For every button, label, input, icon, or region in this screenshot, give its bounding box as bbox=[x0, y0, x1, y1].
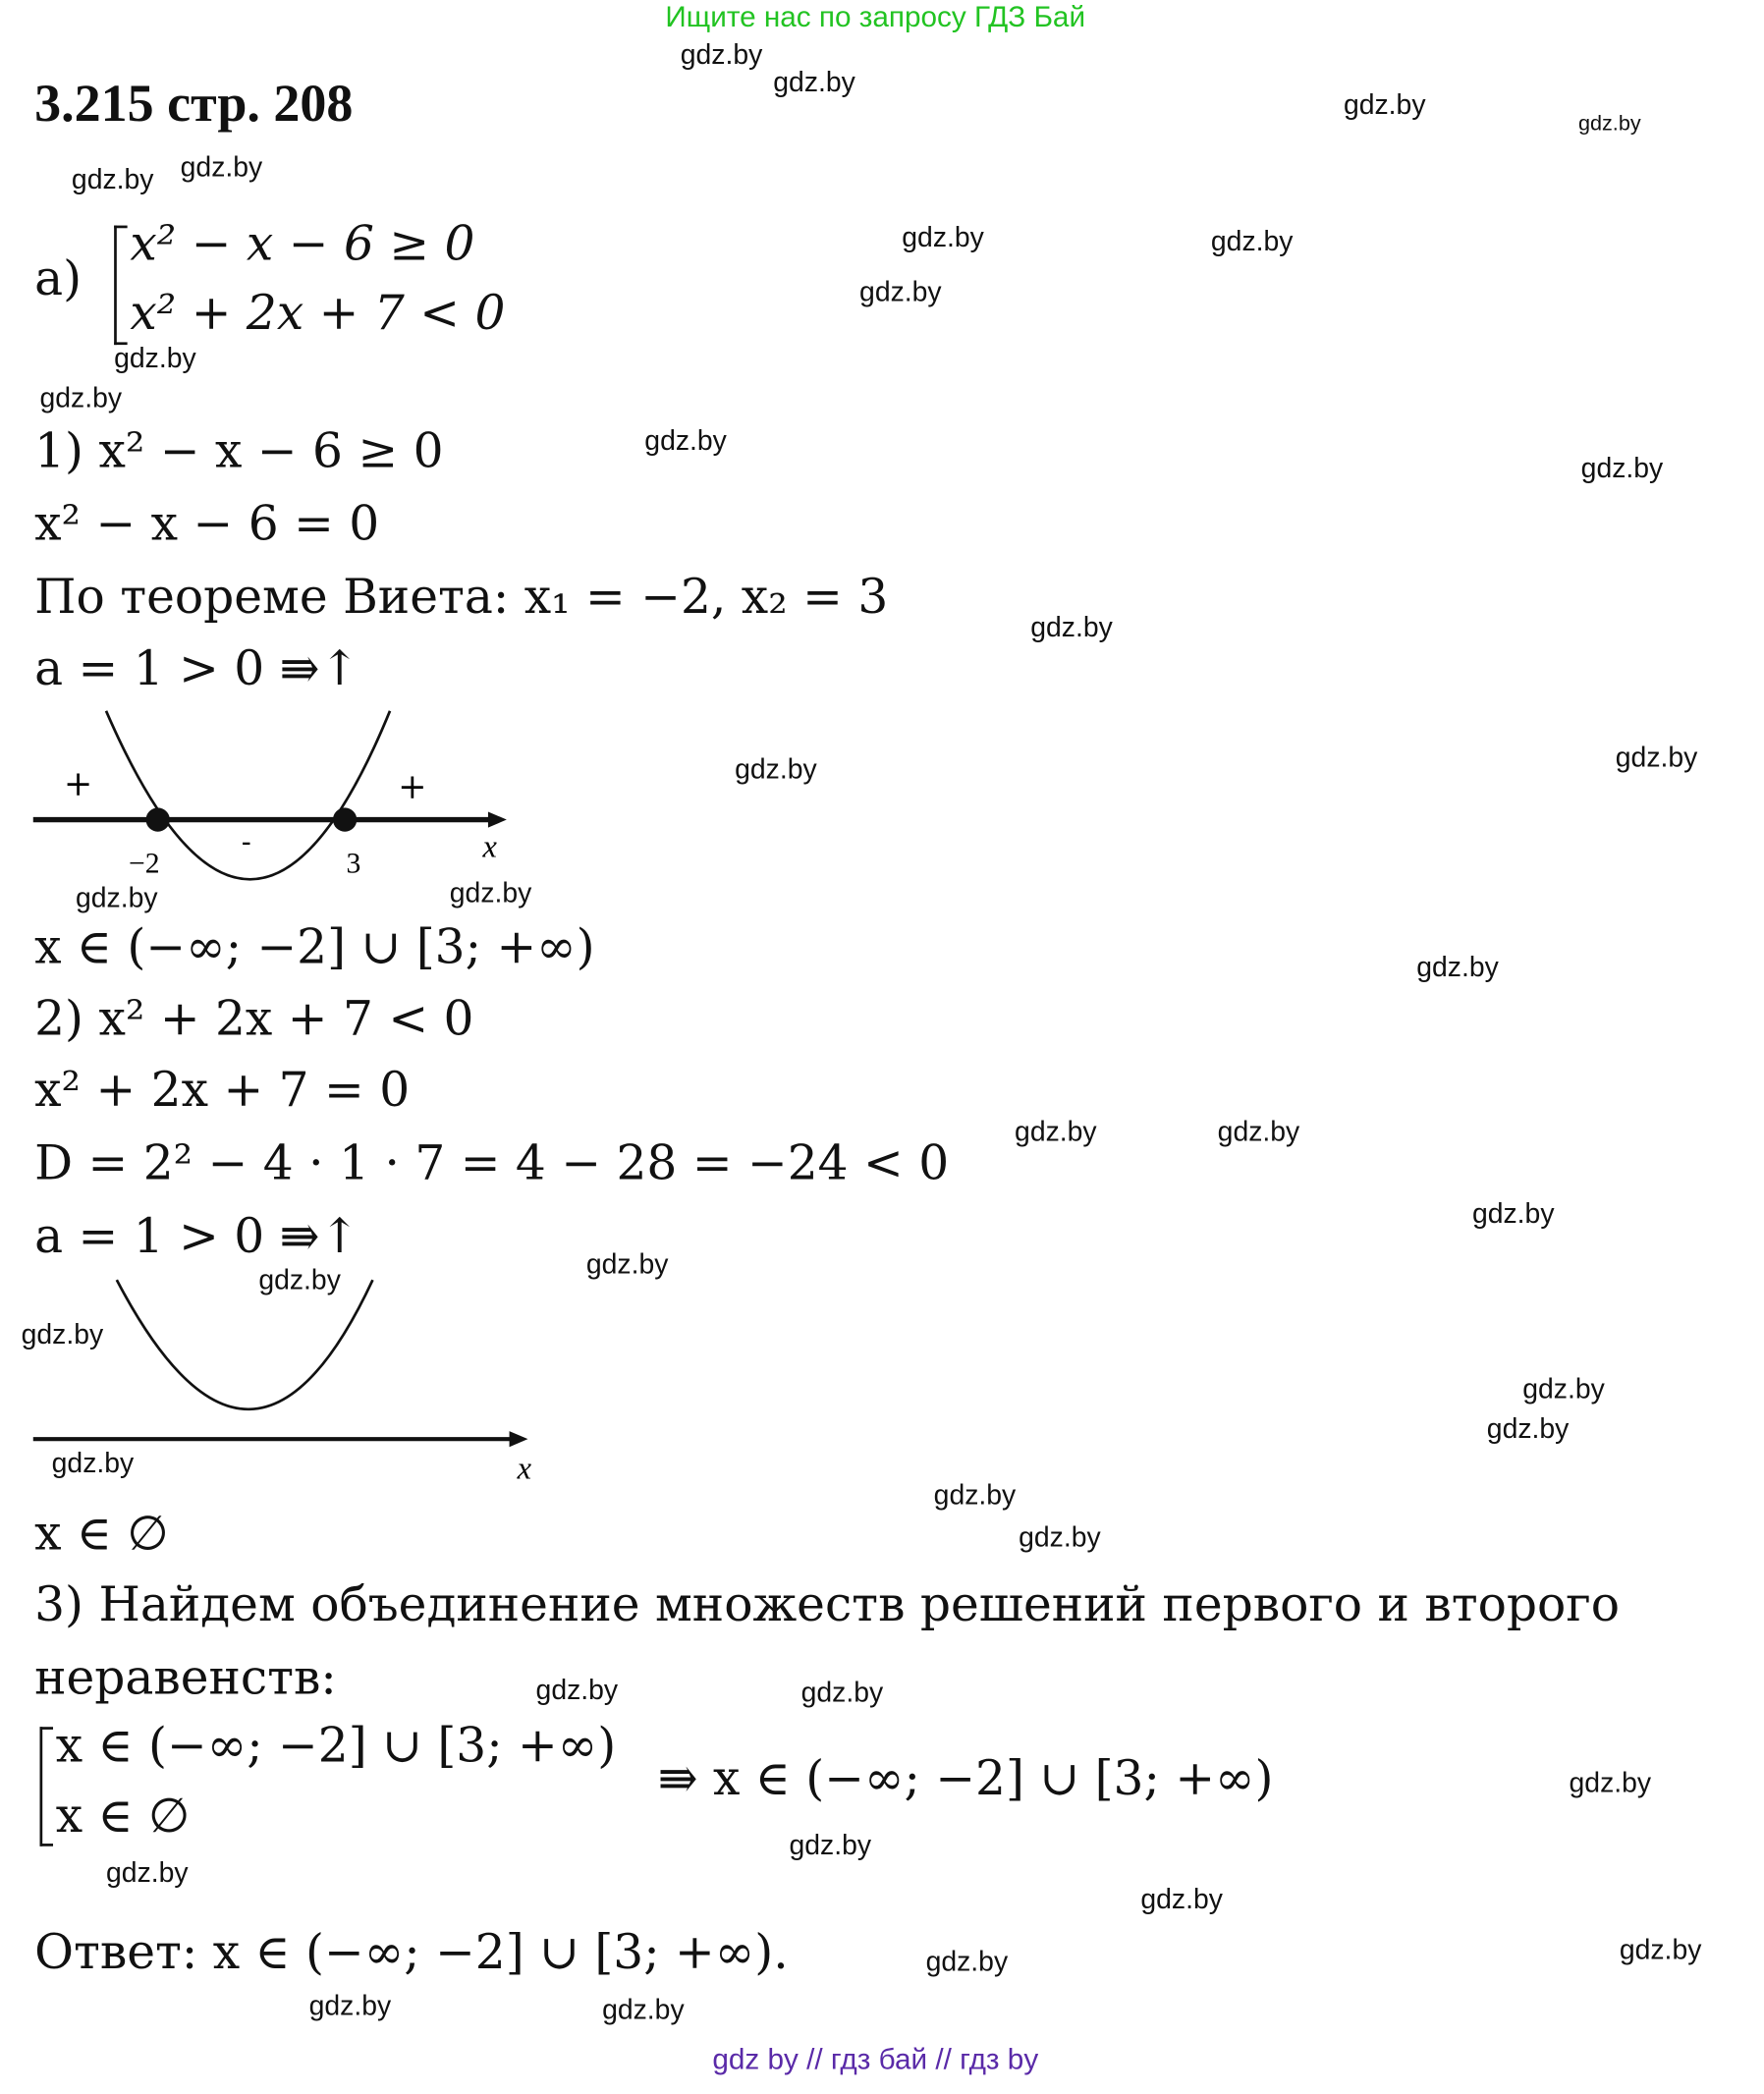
watermark: gdz.by bbox=[1416, 952, 1499, 983]
watermark: gdz.by bbox=[1019, 1522, 1101, 1554]
step-line: x ∈ (−∞; −2] ∪ [3; +∞) bbox=[34, 920, 595, 975]
watermark: gdz.by bbox=[585, 1249, 669, 1281]
axis-label: x bbox=[517, 1451, 532, 1487]
footer-links[interactable]: gdz by // гдз бай // гдз by bbox=[712, 2042, 1039, 2076]
watermark: gdz.by bbox=[1015, 1117, 1097, 1148]
system-row-2: x² + 2x + 7 < 0 bbox=[130, 286, 506, 342]
system-result: ⇛ x ∈ (−∞; −2] ∪ [3; +∞) bbox=[657, 1751, 1274, 1807]
axis-arrow bbox=[510, 1431, 528, 1447]
step-line: D = 2² − 4 · 1 · 7 = 4 − 28 = −24 < 0 bbox=[34, 1136, 950, 1191]
plus-sign: + bbox=[63, 764, 93, 805]
axis-arrow bbox=[488, 811, 507, 827]
step-line: x ∈ ∅ bbox=[34, 1507, 169, 1562]
watermark: gdz.by bbox=[1210, 226, 1294, 257]
root-label: 3 bbox=[346, 848, 361, 880]
plus-sign: + bbox=[398, 766, 427, 807]
watermark: gdz.by bbox=[535, 1675, 619, 1706]
watermark: gdz.by bbox=[1522, 1374, 1605, 1405]
system-row-1: x ∈ (−∞; −2] ∪ [3; +∞) bbox=[55, 1719, 617, 1774]
watermark: gdz.by bbox=[308, 1990, 392, 2022]
step-line: a = 1 > 0 ⇛↑ bbox=[34, 641, 360, 696]
watermark: gdz.by bbox=[902, 222, 984, 253]
part-a-label: а) bbox=[34, 251, 83, 306]
watermark: gdz.by bbox=[1569, 1768, 1652, 1799]
watermark: gdz.by bbox=[1486, 1413, 1570, 1445]
watermark: gdz.by bbox=[21, 1319, 104, 1350]
watermark: gdz.by bbox=[258, 1265, 341, 1296]
watermark: gdz.by bbox=[1471, 1198, 1555, 1230]
watermark: gdz.by bbox=[75, 883, 158, 914]
watermark: gdz.by bbox=[449, 877, 532, 909]
step-line: x² − x − 6 = 0 bbox=[34, 497, 380, 552]
minus-sign: - bbox=[241, 824, 251, 859]
watermark: gdz.by bbox=[1577, 112, 1641, 136]
watermark: gdz.by bbox=[51, 1448, 135, 1479]
axis-label: x bbox=[482, 829, 497, 865]
parabola-graph-1 bbox=[0, 703, 557, 889]
watermark: gdz.by bbox=[735, 754, 817, 786]
watermark: gdz.by bbox=[1343, 89, 1426, 121]
watermark: gdz.by bbox=[773, 67, 855, 98]
system-row-2: x ∈ ∅ bbox=[55, 1789, 191, 1845]
watermark: gdz.by bbox=[859, 277, 942, 308]
watermark: gdz.by bbox=[114, 343, 196, 374]
watermark: gdz.by bbox=[1580, 453, 1664, 484]
watermark: gdz.by bbox=[39, 383, 123, 414]
watermark: gdz.by bbox=[1140, 1884, 1223, 1915]
step-line: 1) x² − x − 6 ≥ 0 bbox=[34, 424, 444, 479]
step-line: 2) x² + 2x + 7 < 0 bbox=[34, 992, 474, 1047]
watermark: gdz.by bbox=[106, 1857, 189, 1889]
watermark: gdz.by bbox=[1615, 743, 1698, 774]
watermark: gdz.by bbox=[1217, 1117, 1300, 1148]
system-row-1: x² − x − 6 ≥ 0 bbox=[130, 217, 475, 272]
search-hint: Ищите нас по запросу ГДЗ Бай bbox=[665, 0, 1086, 33]
page-title: 3.215 стр. 208 bbox=[34, 73, 354, 134]
watermark: gdz.by bbox=[1619, 1935, 1702, 1966]
step-line: неравенств: bbox=[34, 1651, 337, 1706]
watermark: gdz.by bbox=[680, 39, 763, 71]
watermark: gdz.by bbox=[644, 425, 727, 457]
watermark: gdz.by bbox=[602, 1995, 685, 2026]
step-line: x² + 2x + 7 = 0 bbox=[34, 1064, 411, 1119]
root-point bbox=[146, 807, 170, 831]
watermark: gdz.by bbox=[71, 164, 154, 195]
system-bracket bbox=[40, 1727, 54, 1846]
answer: Ответ: x ∈ (−∞; −2] ∪ [3; +∞). bbox=[34, 1925, 789, 1981]
watermark: gdz.by bbox=[789, 1830, 872, 1861]
root-label: −2 bbox=[128, 848, 160, 880]
root-point bbox=[333, 807, 357, 831]
step-line: 3) Найдем объединение множеств решений первого и второго bbox=[34, 1577, 1621, 1633]
system-bracket bbox=[114, 226, 128, 346]
watermark: gdz.by bbox=[933, 1480, 1017, 1512]
step-line: a = 1 > 0 ⇛↑ bbox=[34, 1209, 360, 1264]
watermark: gdz.by bbox=[800, 1678, 884, 1709]
step-line: По теореме Виета: x₁ = −2, x₂ = 3 bbox=[34, 570, 889, 626]
watermark: gdz.by bbox=[1030, 612, 1113, 643]
watermark: gdz.by bbox=[925, 1947, 1009, 1978]
watermark: gdz.by bbox=[180, 152, 263, 184]
